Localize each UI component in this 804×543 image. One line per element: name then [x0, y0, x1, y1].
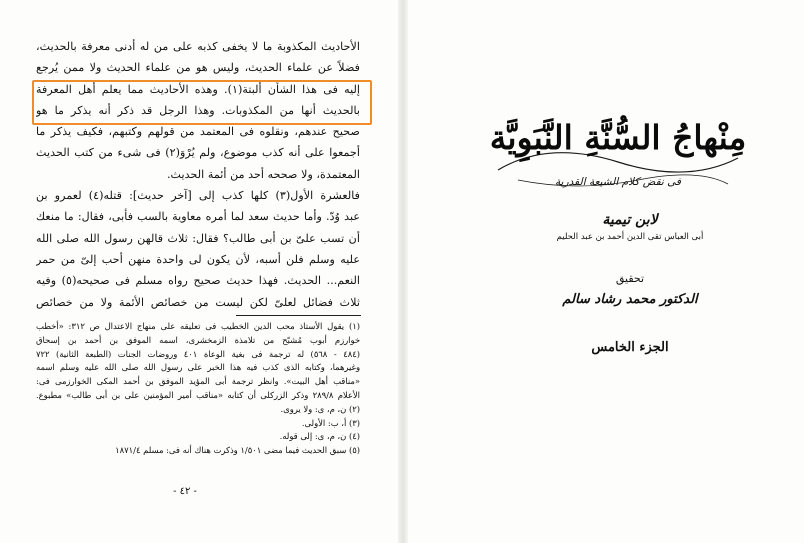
body-line: الأحاديث المكذوبة ما لا يخفى كذبه على من له أدنى معرفة بالحديث، [36, 40, 360, 53]
footnote-line: خوارزم أبوب مُشبّح من تلامذة الزمخشرى، اسمه الموفق بن أحمد بن إسحاق [36, 334, 360, 345]
footnote-line: وغيرهما، وكتابه الذى كذب فيه هذا الخبر على رسول الله صلى الله عليه وسلم اسمه [36, 362, 360, 373]
editor-label: تحقيق [615, 272, 645, 285]
footnote-line: (١) يقول الأستاذ محب الدين الخطيب فى تعليقه على منهاج الاعتدال ص ٣١٢: «أخطب [36, 321, 360, 331]
body-line: إليه فى هذا الشأن ألبتة(١). وهذه الأحاديث مما يعلم أهل المعرفة [36, 82, 360, 96]
editor-name: الدكتور محمد رشاد سالم [562, 292, 698, 307]
body-line: بالحديث أنها من المكذوبات. وهذا الرجل قد ذكر أنه يذكر ما هو [36, 103, 360, 117]
author-full-name: أبى العباس تقى الدين أحمد بن عبد الحليم [556, 232, 704, 242]
body-line: النعم... الحديث. فهذا حديث صحيح رواه مسلم فى صحيحه(٥) وفيه [36, 274, 360, 288]
body-line: أن تسب علىّ بن أبى طالب؟ فقال: ثلاث قالهن رسول الله صلى الله [36, 231, 360, 245]
body-text [36, 36, 360, 313]
book-gutter [398, 0, 408, 543]
body-line: أجمعوا على أنه كذب موضوع، ولم يُرْوَ(٢) فى شىء من كتب الحديث [36, 146, 360, 160]
footnote-line: (٤) ن، م، ى: إلى قوله. [279, 431, 360, 442]
body-line: صحيح عندهم، ونقلوه فى المعتمد من قولهم وكتبهم، فكيف يذكر ما [36, 125, 360, 139]
book-subtitle: فى نقض كلام الشيعة القدرية [555, 176, 681, 188]
footnotes [36, 320, 360, 458]
highlight-box [32, 80, 372, 125]
footnote-line: (٢) ن، م، ى: ولا يروى. [280, 403, 360, 414]
body-line: المعتمدة، ولا صححه أحد من أئمة الحديث. [167, 167, 360, 181]
body-line: عليه وسلم فلن أسبه، لأن يكون لى واحدة منهن أحب إلىّ من حمر [36, 252, 360, 266]
footnote-divider [236, 315, 361, 316]
body-line: فالعشرة الأول(٣) كلها كذب إلى [آخر حديث]: قتله(٤) لعمرو بن [36, 189, 360, 203]
footnote-line: (٥) سبق الحديث فيما مضى ١/٥٠١ وذكرت هناك أنه فى: مسلم ١٨٧١/٤ [115, 445, 360, 456]
footnote-line: «مناقب أهل البيت». وانظر ترجمة أبى المؤيد الموفق بن أحمد المكى الخوارزمى فى: [36, 376, 360, 387]
body-line: فضلاً عن علماء الحديث، وليس هو من علماء الحديث ولا ممن يُرجع [36, 61, 360, 75]
footnote-line: (٣) أ، ب: الأولى. [301, 417, 360, 428]
footnote-line: الأعلام ٢٨٩/٨ وذكر الزركلى أن كتابه «مناقب أمير المؤمنين على بن أبى طالب» مطبوع. [36, 389, 360, 400]
page-number: - ٤٢ - [173, 486, 197, 497]
body-line: عبد وُدّ. وأما حديث سعد لما أمره معاوية بالسب فأبى، فقال: ما منعك [36, 210, 360, 224]
author-name: لابن تيمية [602, 212, 658, 228]
volume-label: الجزء الخامس [591, 340, 669, 355]
footnote-line: (٤٨٤ - ٥٦٨) له ترجمة فى بغية الوعاة ٤٠١ وروضات الجنات (الطبعة الثانية) ٧٢٢ [36, 348, 360, 359]
body-line: ثلاث فضائل لعلىّ لكن ليست من خصائص الأئمة ولا من خصائص [36, 295, 360, 309]
book-title: مِنْهاجُ السُّنَّةِ النَّبَوِيَّة [489, 118, 747, 157]
